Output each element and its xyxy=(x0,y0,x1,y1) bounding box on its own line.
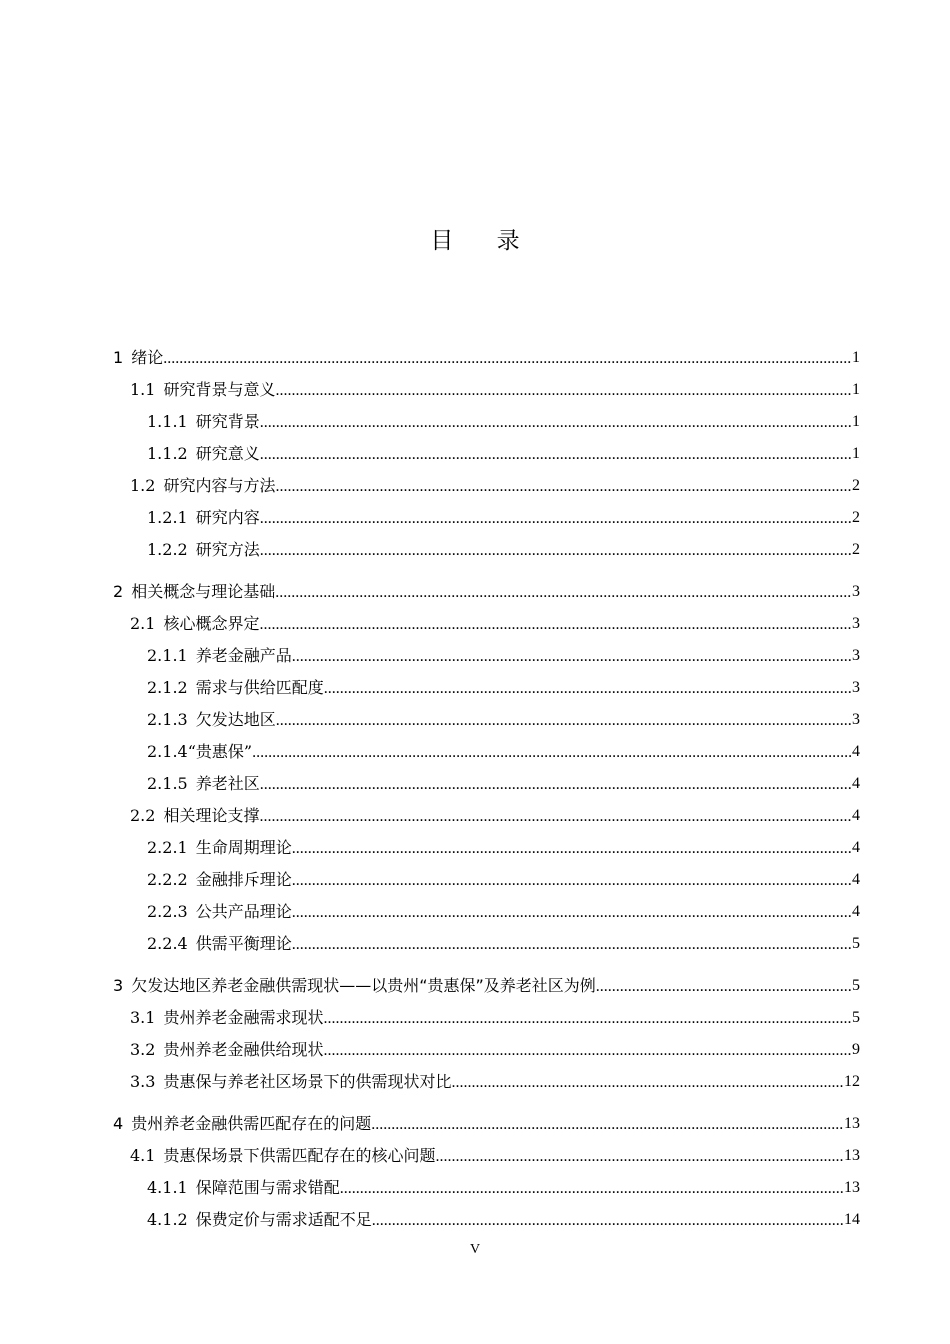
toc-leader-dots xyxy=(275,382,860,399)
toc-entry-title: 生命周期理论 xyxy=(195,838,292,857)
toc-entry-title: 供需平衡理论 xyxy=(195,934,292,953)
toc-leader-dots xyxy=(259,616,860,633)
toc-leader-dots xyxy=(252,744,860,761)
toc-entry-number: 1.2.2 xyxy=(147,540,188,559)
toc-entry-title: 欠发达地区 xyxy=(195,710,276,729)
toc-entry[interactable] xyxy=(113,1002,860,1034)
toc-entry-title: 研究方法 xyxy=(195,540,260,559)
toc-entry-title: 相关理论支撑 xyxy=(163,806,260,825)
toc-entry-page: 4 xyxy=(851,768,860,800)
toc-entry-title: 相关概念与理论基础 xyxy=(131,582,276,601)
toc-entry-number: 2.2 xyxy=(130,806,156,825)
toc-entry-title: 公共产品理论 xyxy=(195,902,292,921)
toc-leader-dots xyxy=(275,478,860,495)
toc-entry-page: 2 xyxy=(851,502,860,534)
table-of-contents xyxy=(113,342,860,1236)
toc-entry-number: 3.2 xyxy=(130,1040,156,1059)
toc-entry[interactable] xyxy=(113,704,860,736)
toc-entry-number: 4.1.2 xyxy=(147,1210,188,1229)
toc-entry-page: 1 xyxy=(851,438,860,470)
toc-entry-title: 研究背景 xyxy=(195,412,260,431)
toc-entry-title: 研究内容与方法 xyxy=(163,476,276,495)
toc-entry-page: 3 xyxy=(851,608,860,640)
toc-leader-dots xyxy=(372,1212,860,1229)
toc-leader-dots xyxy=(259,808,860,825)
toc-entry-number: 1 xyxy=(113,348,124,367)
toc-entry-title: 保障范围与需求错配 xyxy=(195,1178,340,1197)
toc-entry-title: 核心概念界定 xyxy=(163,614,260,633)
toc-entry-number: 3 xyxy=(113,976,124,995)
toc-entry-page: 5 xyxy=(851,1002,860,1034)
toc-entry-number: 3.3 xyxy=(130,1072,156,1091)
toc-entry-page: 4 xyxy=(851,736,860,768)
toc-entry-page: 3 xyxy=(851,672,860,704)
toc-leader-dots xyxy=(292,936,860,953)
toc-leader-dots xyxy=(323,1042,860,1059)
toc-entry-number: 4 xyxy=(113,1114,124,1133)
toc-entry-page: 3 xyxy=(851,576,860,608)
page-number-footer: V xyxy=(469,1242,481,1257)
toc-leader-dots xyxy=(260,414,860,431)
toc-entry-number: 4.1 xyxy=(130,1146,156,1165)
toc-entry[interactable] xyxy=(113,640,860,672)
toc-entry[interactable] xyxy=(113,576,860,608)
toc-entry-page: 4 xyxy=(851,832,860,864)
toc-entry-title: 研究内容 xyxy=(195,508,260,527)
toc-entry[interactable] xyxy=(113,534,860,566)
toc-entry[interactable] xyxy=(113,1172,860,1204)
toc-leader-dots xyxy=(260,776,860,793)
toc-entry-page: 4 xyxy=(851,864,860,896)
toc-entry-number: 2.1.4 xyxy=(147,742,188,761)
toc-entry-number: 4.1.1 xyxy=(147,1178,188,1197)
toc-entry-number: 2.1.5 xyxy=(147,774,188,793)
toc-leader-dots xyxy=(292,872,860,889)
toc-entry-title: 绪论 xyxy=(131,348,164,367)
toc-entry-page: 1 xyxy=(851,406,860,438)
toc-entry-title: 研究背景与意义 xyxy=(163,380,276,399)
toc-entry[interactable] xyxy=(113,1066,860,1098)
toc-entry[interactable] xyxy=(113,864,860,896)
toc-entry[interactable] xyxy=(113,1034,860,1066)
toc-leader-dots xyxy=(324,680,860,697)
toc-entry[interactable] xyxy=(113,1140,860,1172)
toc-leader-dots xyxy=(371,1116,860,1133)
toc-leader-dots xyxy=(435,1148,860,1165)
toc-entry-title: 养老社区 xyxy=(195,774,260,793)
toc-entry-page: 12 xyxy=(843,1066,860,1098)
toc-entry-title: 贵州养老金融供给现状 xyxy=(163,1040,324,1059)
toc-entry[interactable] xyxy=(113,470,860,502)
toc-entry-title: 金融排斥理论 xyxy=(195,870,292,889)
toc-entry-page: 4 xyxy=(851,896,860,928)
toc-entry-number: 1.1.2 xyxy=(147,444,188,463)
toc-entry[interactable] xyxy=(113,1108,860,1140)
toc-leader-dots xyxy=(323,1010,860,1027)
toc-leader-dots xyxy=(260,542,860,559)
toc-entry[interactable] xyxy=(113,406,860,438)
toc-entry-number: 1.1.1 xyxy=(147,412,188,431)
toc-entry-number: 2.2.4 xyxy=(147,934,188,953)
toc-entry[interactable] xyxy=(113,928,860,960)
toc-entry-number: 2.1 xyxy=(130,614,156,633)
toc-leader-dots xyxy=(596,978,860,995)
toc-entry-page: 13 xyxy=(843,1172,860,1204)
toc-entry[interactable] xyxy=(113,768,860,800)
toc-entry[interactable] xyxy=(113,502,860,534)
toc-entry[interactable] xyxy=(113,608,860,640)
toc-leader-dots xyxy=(260,510,860,527)
toc-entry[interactable] xyxy=(113,832,860,864)
toc-leader-dots xyxy=(292,904,860,921)
toc-entry-number: 2.1.3 xyxy=(147,710,188,729)
toc-entry-title: 欠发达地区养老金融供需现状——以贵州“贵惠保”及养老社区为例 xyxy=(131,976,596,995)
toc-entry[interactable] xyxy=(113,374,860,406)
toc-entry-number: 2.2.1 xyxy=(147,838,188,857)
toc-entry-page: 3 xyxy=(851,640,860,672)
toc-entry-page: 9 xyxy=(851,1034,860,1066)
page-title: 目 录 xyxy=(430,228,538,254)
toc-entry-page: 1 xyxy=(851,374,860,406)
toc-entry[interactable] xyxy=(113,342,860,374)
toc-entry-title: 贵惠保场景下供需匹配存在的核心问题 xyxy=(163,1146,436,1165)
toc-leader-dots xyxy=(275,584,860,601)
toc-entry-page: 1 xyxy=(851,342,860,374)
toc-leader-dots xyxy=(260,446,860,463)
toc-entry-title: 贵惠保与养老社区场景下的供需现状对比 xyxy=(163,1072,452,1091)
toc-entry-page: 4 xyxy=(851,800,860,832)
toc-entry-title: 研究意义 xyxy=(195,444,260,463)
toc-entry-title: 需求与供给匹配度 xyxy=(195,678,324,697)
toc-entry[interactable] xyxy=(113,672,860,704)
toc-entry-number: 2.1.1 xyxy=(147,646,188,665)
toc-leader-dots xyxy=(292,648,860,665)
toc-entry-page: 13 xyxy=(843,1140,860,1172)
toc-entry-page: 3 xyxy=(851,704,860,736)
toc-entry-title: 保费定价与需求适配不足 xyxy=(195,1210,372,1229)
toc-entry-title: 养老金融产品 xyxy=(195,646,292,665)
toc-entry-number: 2.2.2 xyxy=(147,870,188,889)
toc-leader-dots xyxy=(451,1074,860,1091)
toc-entry-number: 1.2 xyxy=(130,476,156,495)
toc-entry-number: 3.1 xyxy=(130,1008,156,1027)
toc-entry-number: 2.1.2 xyxy=(147,678,188,697)
toc-leader-dots xyxy=(340,1180,860,1197)
toc-entry-page: 2 xyxy=(851,470,860,502)
toc-entry-page: 14 xyxy=(843,1204,860,1236)
toc-leader-dots xyxy=(292,840,860,857)
toc-entry-title: 贵州养老金融需求现状 xyxy=(163,1008,324,1027)
toc-entry[interactable] xyxy=(113,736,860,768)
toc-entry-page: 5 xyxy=(851,970,860,1002)
toc-leader-dots xyxy=(276,712,860,729)
toc-entry[interactable] xyxy=(113,970,860,1002)
toc-entry[interactable] xyxy=(113,438,860,470)
toc-entry[interactable] xyxy=(113,896,860,928)
toc-entry-title: 贵州养老金融供需匹配存在的问题 xyxy=(131,1114,372,1133)
toc-entry[interactable] xyxy=(113,800,860,832)
toc-entry-title: “贵惠保” xyxy=(187,742,253,761)
toc-entry[interactable] xyxy=(113,1204,860,1236)
toc-entry-page: 2 xyxy=(851,534,860,566)
toc-entry-page: 5 xyxy=(851,928,860,960)
toc-entry-number: 1.1 xyxy=(130,380,156,399)
toc-entry-page: 13 xyxy=(843,1108,860,1140)
toc-entry-number: 2 xyxy=(113,582,124,601)
toc-entry-number: 2.2.3 xyxy=(147,902,188,921)
toc-entry-number: 1.2.1 xyxy=(147,508,188,527)
toc-leader-dots xyxy=(163,350,860,367)
